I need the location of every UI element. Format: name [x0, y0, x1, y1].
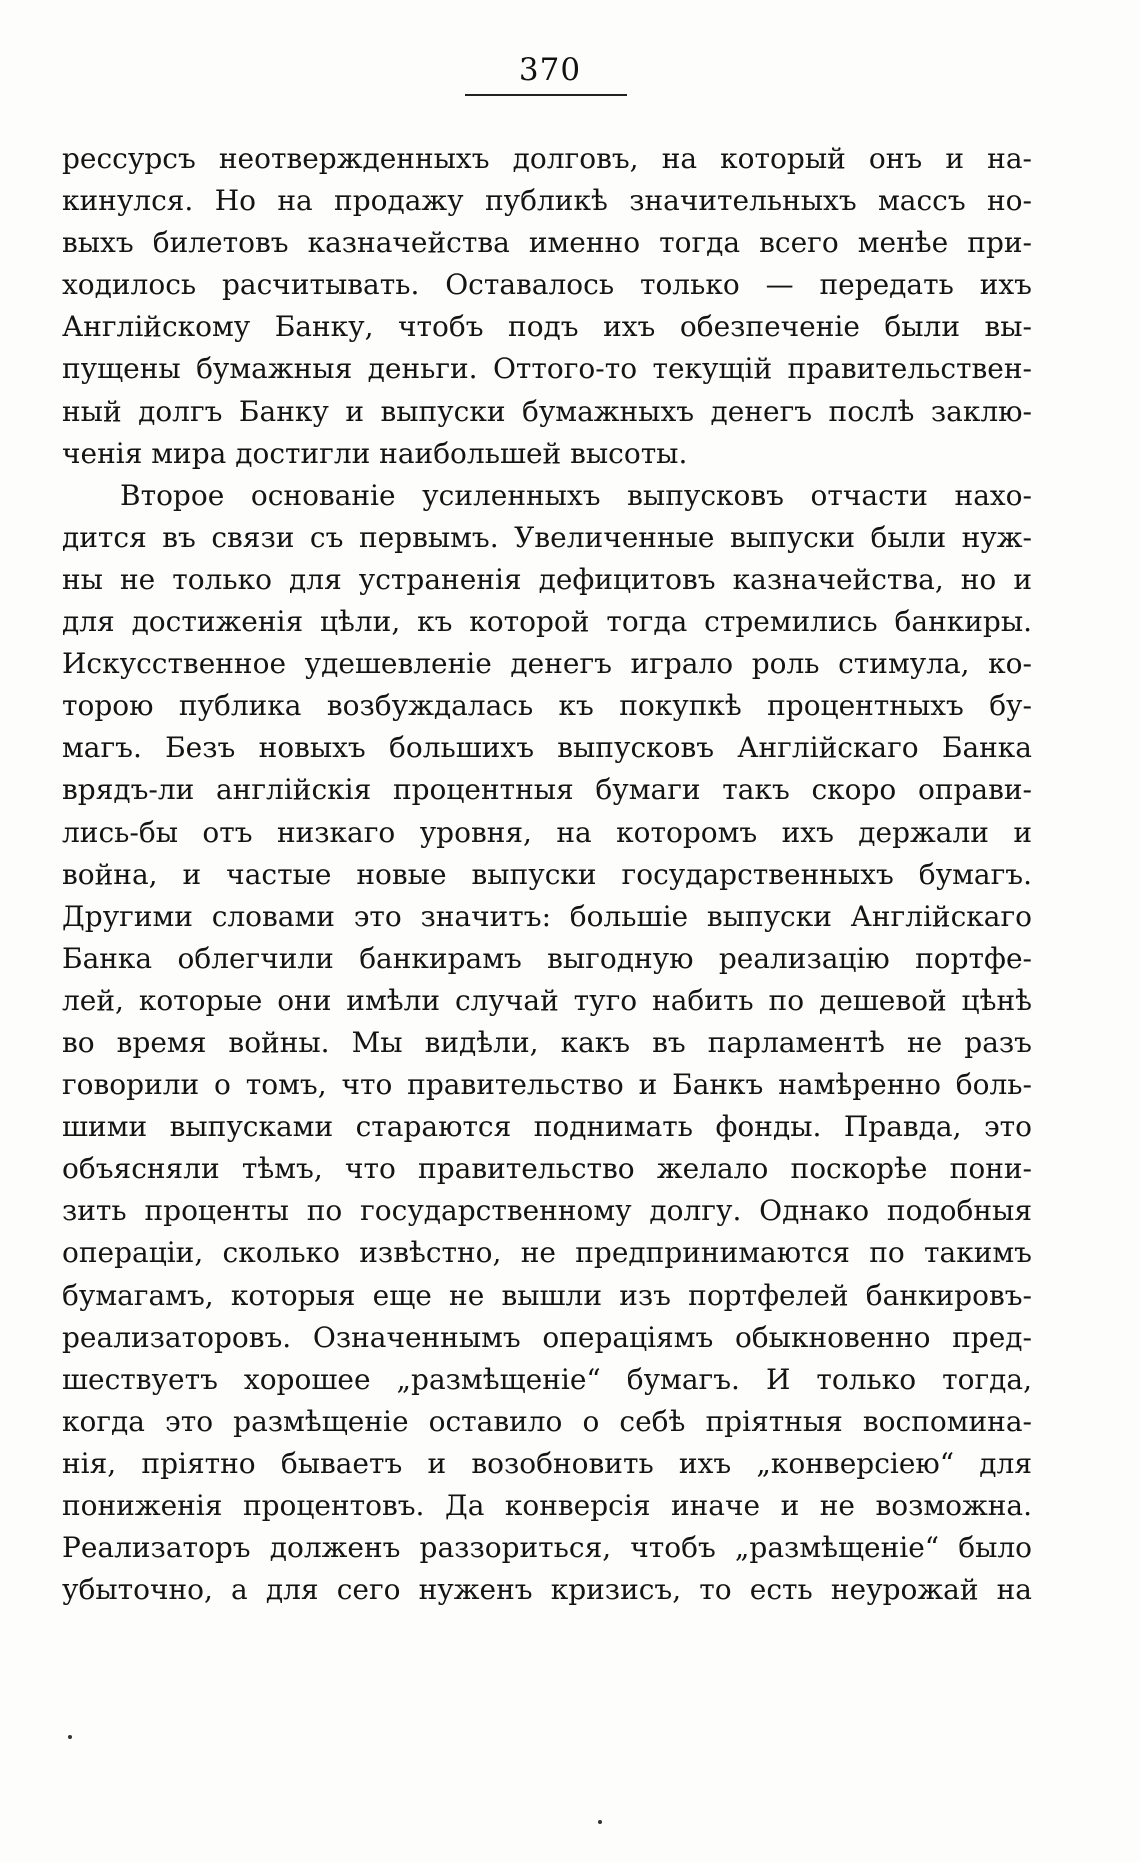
text-line: пущены бумажныя деньги. Оттого-то текущій правительствен-: [62, 352, 1032, 386]
text-line: Банка облегчили банкирамъ выгодную реализацію портфе-: [62, 941, 1032, 975]
text-line: шествуетъ хорошее „размѣщеніе“ бумагъ. И только тогда,: [62, 1362, 1032, 1396]
text-line: лей, которые они имѣли случай туго набить по дешевой цѣнѣ: [62, 983, 1032, 1017]
text-line: ный долгъ Банку и выпуски бумажныхъ денегъ послѣ заклю-: [62, 394, 1032, 428]
text-line: Другими словами это значитъ: большіе выпуски Англійскаго: [62, 899, 1032, 933]
print-speck: [68, 1735, 72, 1739]
text-line: когда это размѣщеніе оставило о себѣ пріятныя воспомина-: [62, 1404, 1032, 1438]
text-line: дится въ связи съ первымъ. Увеличенные выпуски были нуж-: [62, 520, 1032, 554]
text-line: операціи, сколько извѣстно, не предпринимаются по такимъ: [62, 1236, 1032, 1270]
text-line: ченія мира достигли наибольшей высоты.: [62, 436, 688, 470]
text-line: Реализаторъ долженъ раззориться, чтобъ „размѣщеніе“ было: [62, 1531, 1032, 1565]
text-line: магъ. Безъ новыхъ большихъ выпусковъ Англійскаго Банка: [62, 731, 1032, 765]
page-number: 370: [518, 52, 582, 88]
text-line: шими выпусками стараются поднимать фонды. Правда, это: [62, 1110, 1032, 1144]
text-line: объясняли тѣмъ, что правительство желало поскорѣе пони-: [62, 1152, 1032, 1186]
text-line: врядъ-ли англійскія процентныя бумаги такъ скоро оправи-: [62, 773, 1032, 807]
body-text: [62, 138, 1032, 1611]
text-line: лись-бы отъ низкаго уровня, на которомъ ихъ держали и: [62, 815, 1032, 849]
text-line: кинулся. Но на продажу публикѣ значительныхъ массъ но-: [62, 184, 1032, 218]
text-line: рессурсъ неотвержденныхъ долговъ, на который онъ и на-: [62, 142, 1032, 175]
text-line: выхъ билетовъ казначейства именно тогда всего менѣе при-: [62, 226, 1032, 260]
text-line: Искусственное удешевленіе денегъ играло роль стимула, ко-: [62, 647, 1032, 681]
text-line: торою публика возбуждалась къ покупкѣ процентныхъ бу-: [62, 689, 1032, 723]
text-line: нія, пріятно бываетъ и возобновить ихъ „конверсіею“ для: [62, 1446, 1032, 1480]
page-number-rule: [465, 94, 627, 96]
print-speck: [598, 1820, 602, 1824]
text-line: война, и частые новые выпуски государственныхъ бумагъ.: [62, 857, 1032, 891]
paragraph-first-line: Второе основаніе усиленныхъ выпусковъ отчасти нахо-: [120, 478, 1032, 512]
text-line: Англійскому Банку, чтобъ подъ ихъ обезпеченіе были вы-: [62, 310, 1032, 344]
text-line: пониженія процентовъ. Да конверсія иначе и не возможна.: [62, 1489, 1032, 1522]
text-line: реализаторовъ. Означеннымъ операціямъ обыкновенно пред-: [62, 1320, 1032, 1354]
text-line: зить проценты по государственному долгу. Однако подобныя: [62, 1194, 1032, 1228]
text-line: говорили о томъ, что правительство и Банкъ намѣренно боль-: [62, 1068, 1032, 1102]
text-line: ходилось расчитывать. Оставалось только — передать ихъ: [62, 268, 1032, 302]
text-line: во время войны. Мы видѣли, какъ въ парламентѣ не разъ: [62, 1025, 1032, 1059]
text-line: бумагамъ, которыя еще не вышли изъ портфелей банкировъ-: [62, 1278, 1032, 1312]
text-line: ны не только для устраненія дефицитовъ казначейства, но и: [62, 562, 1032, 596]
text-line: для достиженія цѣли, къ которой тогда стремились банкиры.: [62, 605, 1032, 639]
text-line: убыточно, а для сего нуженъ кризисъ, то есть неурожай на: [62, 1573, 1032, 1607]
